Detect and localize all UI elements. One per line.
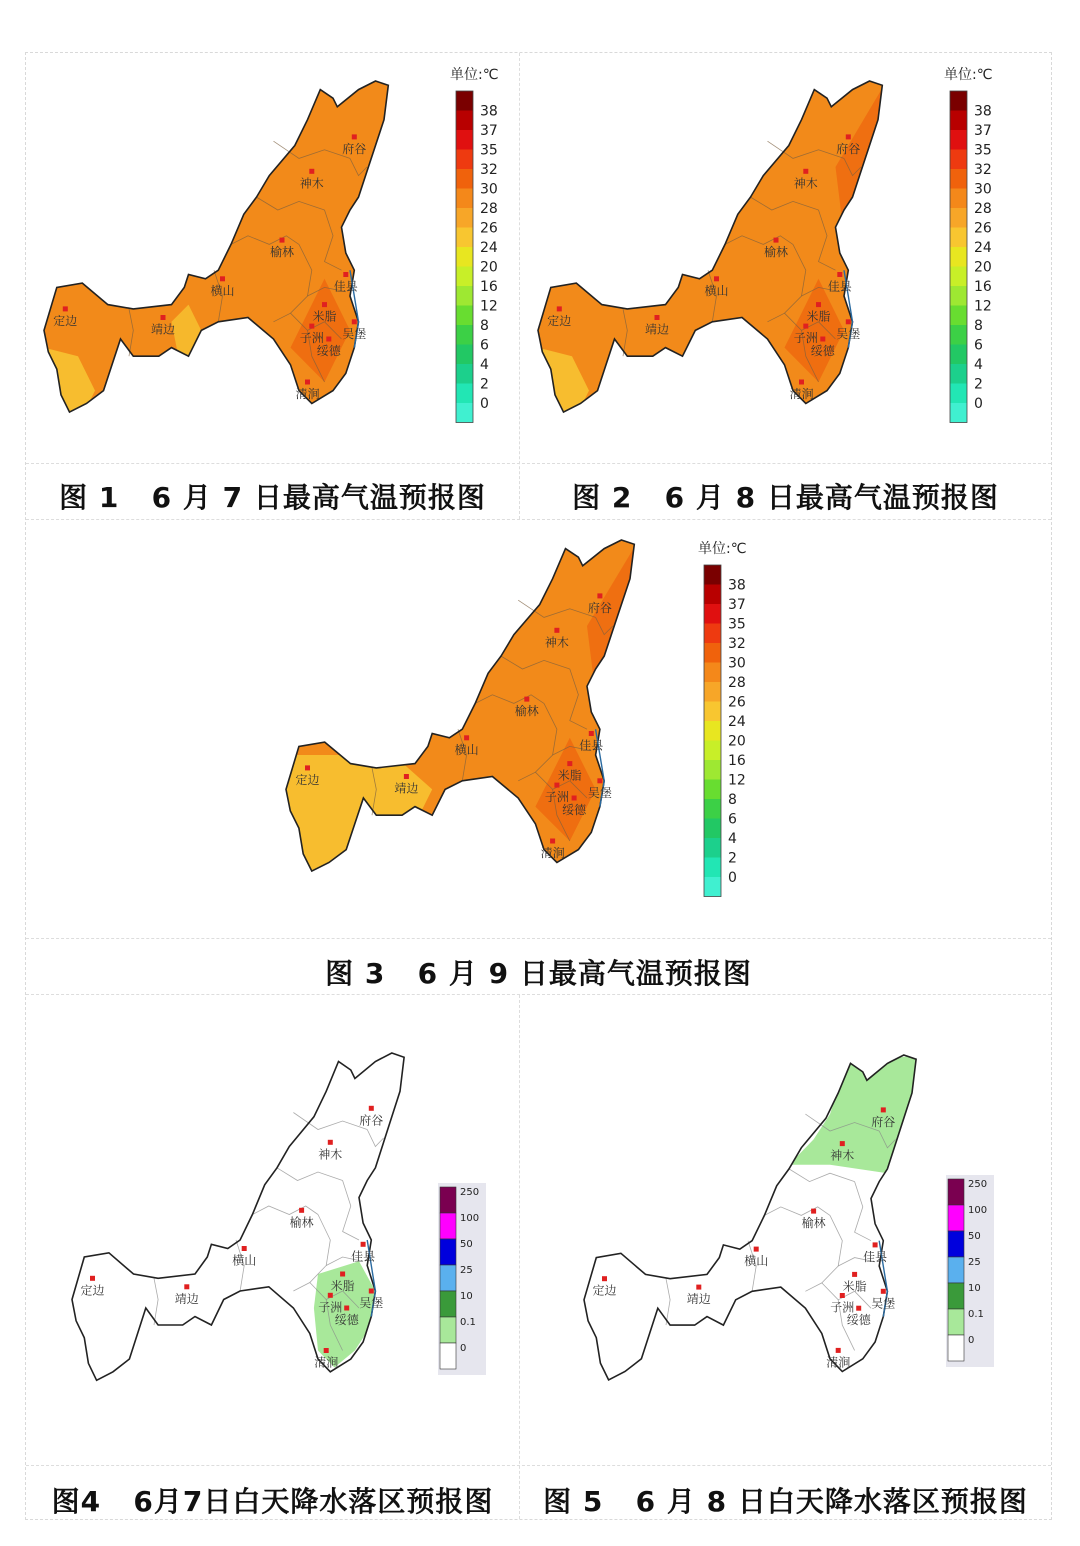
city-label: 榆林 xyxy=(764,245,789,260)
legend-swatch xyxy=(456,208,473,228)
city-label: 神木 xyxy=(830,1148,855,1163)
legend-label: 37 xyxy=(728,597,746,613)
legend-label: 32 xyxy=(728,636,746,652)
city-marker xyxy=(803,169,808,174)
city-label: 榆林 xyxy=(801,1216,826,1231)
city-marker xyxy=(404,774,409,779)
city-label: 定边 xyxy=(592,1283,617,1298)
city-marker xyxy=(852,1272,857,1277)
legend-label: 38 xyxy=(480,103,498,120)
legend-label: 38 xyxy=(728,577,746,594)
legend-swatch xyxy=(948,1257,964,1283)
city-label: 佳县 xyxy=(579,738,604,753)
city-label: 吴堡 xyxy=(836,326,861,341)
legend-label: 12 xyxy=(480,298,498,315)
legend-label: 20 xyxy=(728,733,746,750)
city-label: 佳县 xyxy=(863,1249,888,1264)
legend-unit: 单位:℃ xyxy=(944,67,993,83)
city-marker xyxy=(309,324,314,329)
legend-label: 25 xyxy=(460,1265,473,1276)
city-label: 横山 xyxy=(704,283,729,298)
caption-fig4: 图4 6月7日白天降水落区预报图 xyxy=(51,1485,494,1518)
legend-swatch xyxy=(704,799,721,819)
city-label: 定边 xyxy=(295,772,320,787)
city-label: 米脂 xyxy=(806,309,831,324)
legend-label: 35 xyxy=(480,142,498,159)
legend-swatch xyxy=(456,286,473,306)
divider xyxy=(519,53,520,519)
city-marker xyxy=(554,783,559,788)
city-label: 清涧 xyxy=(826,1355,851,1370)
panel-fig4 xyxy=(26,995,519,1465)
legend-swatch xyxy=(704,760,721,780)
city-label: 米脂 xyxy=(312,309,337,324)
legend-swatch xyxy=(440,1213,456,1239)
legend-label: 26 xyxy=(728,694,746,711)
legend-swatch xyxy=(704,624,721,644)
legend-swatch xyxy=(948,1205,964,1231)
legend-swatch xyxy=(440,1187,456,1213)
legend-swatch xyxy=(456,189,473,209)
legend-swatch xyxy=(456,228,473,248)
legend-label: 30 xyxy=(974,181,992,198)
temp-map-fig2 xyxy=(520,53,1051,463)
city-marker xyxy=(816,302,821,307)
temp-map-fig3 xyxy=(26,520,1051,938)
city-marker xyxy=(305,380,310,385)
city-label: 清涧 xyxy=(314,1355,339,1370)
divider xyxy=(26,938,1051,939)
rain-map-fig4 xyxy=(26,995,519,1465)
legend-swatch xyxy=(950,189,967,209)
legend-swatch xyxy=(704,780,721,800)
divider xyxy=(26,1465,1051,1466)
legend-swatch xyxy=(440,1291,456,1317)
legend-label: 10 xyxy=(460,1291,473,1302)
legend-label: 0 xyxy=(968,1335,975,1346)
legend-label: 35 xyxy=(974,142,992,159)
city-marker xyxy=(567,761,572,766)
city-label: 定边 xyxy=(80,1283,105,1298)
city-label: 绥德 xyxy=(810,344,835,358)
legend-swatch xyxy=(950,208,967,228)
legend-label: 250 xyxy=(968,1179,988,1190)
region-fill xyxy=(44,81,388,412)
legend-swatch xyxy=(950,267,967,287)
divider xyxy=(26,994,1051,995)
legend-swatch xyxy=(456,91,473,111)
legend-swatch xyxy=(704,741,721,761)
legend-label: 0 xyxy=(728,870,737,886)
legend-label: 24 xyxy=(974,240,992,256)
city-marker xyxy=(340,1272,345,1277)
city-label: 米脂 xyxy=(330,1279,355,1293)
legend-label: 250 xyxy=(460,1187,480,1198)
city-marker xyxy=(597,593,602,598)
city-marker xyxy=(846,134,851,139)
legend-label: 26 xyxy=(974,220,992,237)
city-label: 米脂 xyxy=(842,1279,867,1294)
city-label: 佳县 xyxy=(333,279,358,294)
city-label: 府谷 xyxy=(587,600,612,615)
legend-label: 28 xyxy=(728,675,746,691)
city-marker xyxy=(326,337,331,342)
legend-swatch xyxy=(950,150,967,170)
city-label: 绥德 xyxy=(334,1313,359,1327)
legend-label: 26 xyxy=(480,220,498,237)
legend-label: 4 xyxy=(728,831,737,847)
legend-swatch xyxy=(704,721,721,741)
legend-swatch xyxy=(950,130,967,150)
city-marker xyxy=(328,1140,333,1145)
legend-label: 50 xyxy=(968,1231,981,1242)
legend-swatch xyxy=(456,247,473,267)
city-label: 清涧 xyxy=(540,846,565,860)
city-marker xyxy=(220,276,225,281)
legend-swatch xyxy=(456,267,473,287)
city-marker xyxy=(856,1306,861,1311)
legend-swatch xyxy=(704,682,721,702)
legend-label: 30 xyxy=(480,181,498,198)
city-marker xyxy=(799,380,804,385)
city-marker xyxy=(328,1293,333,1298)
rain-zone xyxy=(789,1055,920,1173)
legend-swatch xyxy=(440,1265,456,1291)
city-marker xyxy=(774,238,779,243)
legend-swatch xyxy=(704,877,721,897)
city-marker xyxy=(352,134,357,139)
divider xyxy=(519,995,520,1519)
legend-swatch xyxy=(704,819,721,839)
legend-swatch xyxy=(950,384,967,404)
city-marker xyxy=(820,337,825,342)
city-marker xyxy=(524,697,529,702)
city-marker xyxy=(655,315,660,320)
map-fill-group xyxy=(286,540,639,884)
map-fill-group xyxy=(72,1053,404,1380)
city-marker xyxy=(242,1246,247,1251)
legend-label: 38 xyxy=(974,103,992,120)
legend-swatch xyxy=(950,325,967,345)
city-marker xyxy=(324,1348,329,1353)
city-marker xyxy=(602,1276,607,1281)
city-marker xyxy=(811,1209,816,1214)
city-label: 靖边 xyxy=(174,1291,199,1306)
legend-label: 28 xyxy=(480,201,498,217)
legend-swatch xyxy=(440,1343,456,1369)
city-label: 靖边 xyxy=(394,781,419,796)
legend-label: 0.1 xyxy=(968,1309,984,1320)
legend-label: 2 xyxy=(974,376,983,393)
city-label: 靖边 xyxy=(645,322,670,337)
city-marker xyxy=(309,169,314,174)
city-label: 绥德 xyxy=(316,344,341,358)
city-marker xyxy=(554,628,559,633)
city-marker xyxy=(840,1293,845,1298)
legend-label: 32 xyxy=(974,162,992,178)
legend-swatch xyxy=(704,604,721,624)
city-marker xyxy=(589,731,594,736)
city-label: 吴堡 xyxy=(359,1296,384,1310)
city-label: 吴堡 xyxy=(342,326,367,341)
legend-swatch xyxy=(456,169,473,189)
legend-label: 20 xyxy=(480,259,498,276)
legend-label: 6 xyxy=(480,337,489,354)
legend-swatch xyxy=(948,1335,964,1361)
legend-swatch xyxy=(950,228,967,248)
caption-fig5: 图 5 6 月 8 日白天降水落区预报图 xyxy=(543,1485,1028,1518)
legend-swatch xyxy=(440,1317,456,1343)
legend-swatch xyxy=(950,169,967,189)
city-label: 定边 xyxy=(547,313,572,328)
city-label: 榆林 xyxy=(514,704,539,719)
divider xyxy=(26,519,1051,520)
legend-label: 0.1 xyxy=(460,1317,476,1328)
legend-swatch xyxy=(704,702,721,722)
city-marker xyxy=(299,1208,304,1213)
legend-swatch xyxy=(950,111,967,131)
city-label: 清涧 xyxy=(295,387,320,401)
city-marker xyxy=(550,839,555,844)
rain-map-fig5 xyxy=(520,995,1051,1465)
legend-swatch xyxy=(456,306,473,326)
city-marker xyxy=(90,1276,95,1281)
legend-label: 10 xyxy=(968,1283,981,1294)
legend-label: 12 xyxy=(728,772,746,789)
legend-swatch xyxy=(456,364,473,384)
panel-fig1 xyxy=(26,53,519,463)
legend-swatch xyxy=(950,286,967,306)
city-label: 米脂 xyxy=(557,768,582,783)
legend-label: 100 xyxy=(460,1213,480,1224)
city-label: 横山 xyxy=(744,1254,769,1269)
city-label: 定边 xyxy=(53,313,78,328)
legend-unit: 单位:℃ xyxy=(450,67,499,83)
city-label: 子洲 xyxy=(830,1300,855,1315)
city-marker xyxy=(161,315,166,320)
legend-swatch xyxy=(948,1283,964,1309)
legend-swatch xyxy=(950,403,967,423)
city-label: 横山 xyxy=(210,283,235,298)
city-label: 吴堡 xyxy=(871,1296,896,1311)
legend-label: 16 xyxy=(480,279,498,295)
city-label: 神木 xyxy=(793,176,818,191)
city-marker xyxy=(280,238,285,243)
legend-swatch xyxy=(950,345,967,365)
city-label: 横山 xyxy=(232,1253,257,1268)
city-label: 佳县 xyxy=(827,279,852,294)
city-marker xyxy=(754,1247,759,1252)
city-label: 子洲 xyxy=(793,331,818,346)
legend-swatch xyxy=(456,384,473,404)
legend-label: 4 xyxy=(480,357,489,373)
city-label: 子洲 xyxy=(299,331,324,346)
city-marker xyxy=(881,1107,886,1112)
legend-swatch xyxy=(456,403,473,423)
legend-swatch xyxy=(456,130,473,150)
legend-swatch xyxy=(948,1231,964,1257)
city-label: 子洲 xyxy=(544,790,569,805)
map-fill-group xyxy=(584,1055,920,1380)
legend-swatch xyxy=(950,364,967,384)
city-marker xyxy=(696,1285,701,1290)
legend-label: 6 xyxy=(728,811,737,828)
panel-fig3 xyxy=(26,520,1051,938)
divider xyxy=(26,463,1051,464)
legend-swatch xyxy=(704,565,721,585)
city-label: 神木 xyxy=(544,635,569,650)
legend-label: 0 xyxy=(480,396,489,412)
legend-label: 12 xyxy=(974,298,992,315)
legend-label: 30 xyxy=(728,655,746,672)
legend-label: 4 xyxy=(974,357,983,373)
city-marker xyxy=(714,276,719,281)
legend-swatch xyxy=(456,150,473,170)
legend-swatch xyxy=(456,325,473,345)
city-label: 神木 xyxy=(318,1147,343,1162)
city-marker xyxy=(369,1289,374,1294)
legend-unit: 单位:℃ xyxy=(698,541,747,557)
city-label: 府谷 xyxy=(836,141,861,156)
legend-label: 16 xyxy=(728,753,746,769)
legend-label: 37 xyxy=(974,123,992,139)
legend-label: 2 xyxy=(728,850,737,867)
city-marker xyxy=(305,765,310,770)
city-label: 靖边 xyxy=(686,1292,711,1307)
legend-label: 6 xyxy=(974,337,983,354)
city-marker xyxy=(846,319,851,324)
caption-fig3: 图 3 6 月 9 日最高气温预报图 xyxy=(325,957,752,990)
legend-label: 16 xyxy=(974,279,992,295)
caption-fig1: 图 1 6 月 7 日最高气温预报图 xyxy=(59,481,486,514)
city-marker xyxy=(873,1242,878,1247)
legend-label: 0 xyxy=(974,396,983,412)
legend-label: 24 xyxy=(728,714,746,730)
legend-swatch xyxy=(704,643,721,663)
legend-label: 8 xyxy=(480,318,489,334)
legend-label: 28 xyxy=(974,201,992,217)
city-marker xyxy=(63,306,68,311)
city-marker xyxy=(837,272,842,277)
city-label: 子洲 xyxy=(318,1300,343,1315)
map-fill-group xyxy=(44,81,388,425)
city-marker xyxy=(557,306,562,311)
city-marker xyxy=(361,1242,366,1247)
legend-swatch xyxy=(440,1239,456,1265)
city-marker xyxy=(369,1106,374,1111)
region-fill xyxy=(538,81,882,412)
city-label: 府谷 xyxy=(871,1114,896,1129)
city-label: 靖边 xyxy=(151,322,176,337)
temp-map-fig1 xyxy=(26,53,519,463)
legend-label: 35 xyxy=(728,616,746,633)
city-marker xyxy=(572,796,577,801)
city-label: 横山 xyxy=(454,742,479,757)
city-label: 佳县 xyxy=(351,1249,376,1264)
legend-swatch xyxy=(456,345,473,365)
legend-swatch xyxy=(704,585,721,605)
panel-fig5 xyxy=(520,995,1051,1465)
city-marker xyxy=(803,324,808,329)
legend-label: 2 xyxy=(480,376,489,393)
city-label: 榆林 xyxy=(289,1215,314,1230)
legend-swatch xyxy=(704,858,721,878)
legend-swatch xyxy=(704,838,721,858)
legend-swatch xyxy=(948,1309,964,1335)
city-label: 绥德 xyxy=(846,1313,871,1328)
legend-label: 50 xyxy=(460,1239,473,1250)
city-label: 府谷 xyxy=(342,141,367,156)
city-label: 榆林 xyxy=(270,245,295,260)
legend-swatch xyxy=(948,1179,964,1205)
city-marker xyxy=(881,1289,886,1294)
city-marker xyxy=(836,1348,841,1353)
city-marker xyxy=(597,778,602,783)
city-marker xyxy=(840,1141,845,1146)
legend-label: 32 xyxy=(480,162,498,178)
city-label: 绥德 xyxy=(562,803,587,817)
legend-label: 20 xyxy=(974,259,992,276)
city-marker xyxy=(464,735,469,740)
city-marker xyxy=(343,272,348,277)
legend-swatch xyxy=(950,247,967,267)
caption-fig2: 图 2 6 月 8 日最高气温预报图 xyxy=(572,481,999,514)
city-marker xyxy=(184,1284,189,1289)
legend-label: 8 xyxy=(974,318,983,334)
city-marker xyxy=(352,319,357,324)
legend-label: 0 xyxy=(460,1343,467,1354)
city-label: 神木 xyxy=(299,176,324,191)
legend-swatch xyxy=(456,111,473,131)
legend-label: 100 xyxy=(968,1205,988,1216)
legend-label: 37 xyxy=(480,123,498,139)
legend-label: 24 xyxy=(480,240,498,256)
city-label: 吴堡 xyxy=(587,785,612,800)
legend-label: 25 xyxy=(968,1257,981,1268)
city-label: 清涧 xyxy=(789,387,814,401)
city-label: 府谷 xyxy=(359,1113,384,1128)
legend-swatch xyxy=(950,306,967,326)
legend-swatch xyxy=(950,91,967,111)
map-fill-group xyxy=(538,81,887,425)
city-marker xyxy=(344,1306,349,1311)
city-marker xyxy=(322,302,327,307)
legend-label: 8 xyxy=(728,792,737,808)
panel-fig2 xyxy=(520,53,1051,463)
legend-swatch xyxy=(704,663,721,683)
